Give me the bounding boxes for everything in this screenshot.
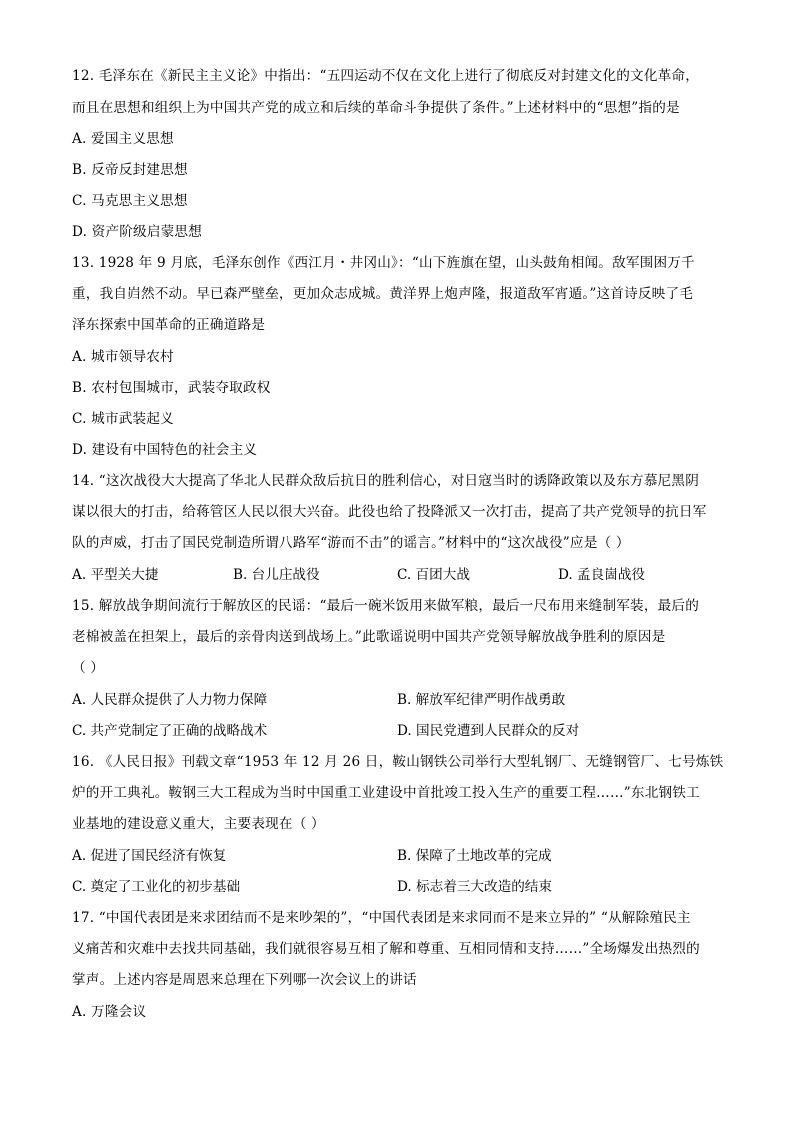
question-14-option-c: C. 百团大战: [397, 567, 470, 583]
question-13-option-a: A. 城市领导农村: [72, 349, 174, 365]
question-15-option-a: A. 人民群众提供了人力物力保障: [72, 692, 268, 708]
question-16-stem-line-1: 16. 《人民日报》刊载文章“1953 年 12 月 26 日，鞍山钢铁公司举行大型轧钢厂、无缝钢管厂、七号炼铁: [72, 754, 724, 770]
question-15-option-c: C. 共产党制定了正确的战略战术: [72, 723, 268, 739]
question-17-stem-line-1: 17. “中国代表团是来求团结而不是来吵架的”，“中国代表团是来求同而不是来立异的” “从解除殖民主: [72, 910, 691, 926]
question-16-option-b: B. 保障了土地改革的完成: [397, 848, 552, 864]
question-14-stem-line-1: 14. “这次战役大大提高了华北人民群众敌后抗日的胜利信心，对日寇当时的诱降政策以及东方慕尼黑阴: [72, 473, 700, 489]
question-16-option-d: D. 标志着三大改造的结束: [397, 879, 552, 895]
question-15-option-d: D. 国民党遭到人民群众的反对: [397, 723, 580, 739]
question-16-option-c: C. 奠定了工业化的初步基础: [72, 879, 241, 895]
question-13-option-b: B. 农村包围城市，武装夺取政权: [72, 380, 271, 396]
question-14-option-a: A. 平型关大捷: [72, 567, 159, 583]
question-17-stem-line-3: 掌声。上述内容是周恩来总理在下列哪一次会议上的讲话: [72, 972, 417, 988]
question-14-option-d: D. 孟良崮战役: [558, 567, 646, 583]
question-17-option-a: A. 万隆会议: [72, 1004, 147, 1020]
question-15-option-b: B. 解放军纪律严明作战勇敢: [397, 692, 566, 708]
question-12-option-a: A. 爱国主义思想: [72, 131, 174, 147]
question-13-stem-line-1: 13. 1928 年 9 月底，毛泽东创作《西江月・井冈山》：“山下旌旗在望，山头鼓角相闻。敌军围困万千: [72, 255, 695, 271]
question-13-option-c: C. 城市武装起义: [72, 411, 174, 427]
question-12-option-d: D. 资产阶级启蒙思想: [72, 224, 203, 240]
question-13-option-d: D. 建设有中国特色的社会主义: [72, 442, 258, 458]
question-13-stem-line-2: 重，我自岿然不动。早已森严壁垒，更加众志成城。黄洋界上炮声隆，报道敌军宵遁。”这首诗反映了毛: [72, 286, 694, 302]
question-14-option-b: B. 台儿庄战役: [233, 567, 320, 583]
question-14-stem-line-3: 队的声威，打击了国民党制造所谓八路军“游而不击”的谣言。”材料中的“这次战役”应是（ ）: [72, 535, 630, 551]
question-12-stem-line-1: 12. 毛泽东在《新民主主义论》中指出：“五四运动不仅在文化上进行了彻底反对封建文化的文化革命，: [72, 68, 700, 84]
question-14-stem-line-2: 谋以很大的打击，给蒋管区人民以很大兴奋。此役也给了投降派又一次打击，提高了共产党领导的抗日军: [72, 504, 707, 520]
question-16-stem-line-3: 业基地的建设意义重大，主要表现在（ ）: [72, 816, 325, 832]
question-15-stem-line-2: 老棉被盖在担架上，最后的亲骨肉送到战场上。”此歌谣说明中国共产党领导解放战争胜利的原因是: [72, 629, 666, 645]
question-17-stem-line-2: 义痛苦和灾难中去找共同基础，我们就很容易互相了解和尊重、互相同情和支持……”全场爆发出热烈的: [72, 941, 700, 957]
question-16-option-a: A. 促进了国民经济有恢复: [72, 848, 227, 864]
question-12-option-b: B. 反帝反封建思想: [72, 162, 188, 178]
question-13-stem-line-3: 泽东探索中国革命的正确道路是: [72, 317, 266, 333]
question-12-option-c: C. 马克思主义思想: [72, 193, 188, 209]
question-15-stem-line-1: 15. 解放战争期间流行于解放区的民谣：“最后一碗米饭用来做军粮，最后一尺布用来缝制军装，最后的: [72, 598, 700, 614]
question-16-stem-line-2: 炉的开工典礼。鞍钢三大工程成为当时中国重工业建设中首批竣工投入生产的重要工程……”东北钢铁工: [72, 785, 700, 801]
question-12-stem-line-2: 而且在思想和组织上为中国共产党的成立和后续的革命斗争提供了条件。”上述材料中的“思想”指的是: [72, 100, 680, 116]
question-15-stem-line-3: （ ）: [72, 660, 105, 676]
